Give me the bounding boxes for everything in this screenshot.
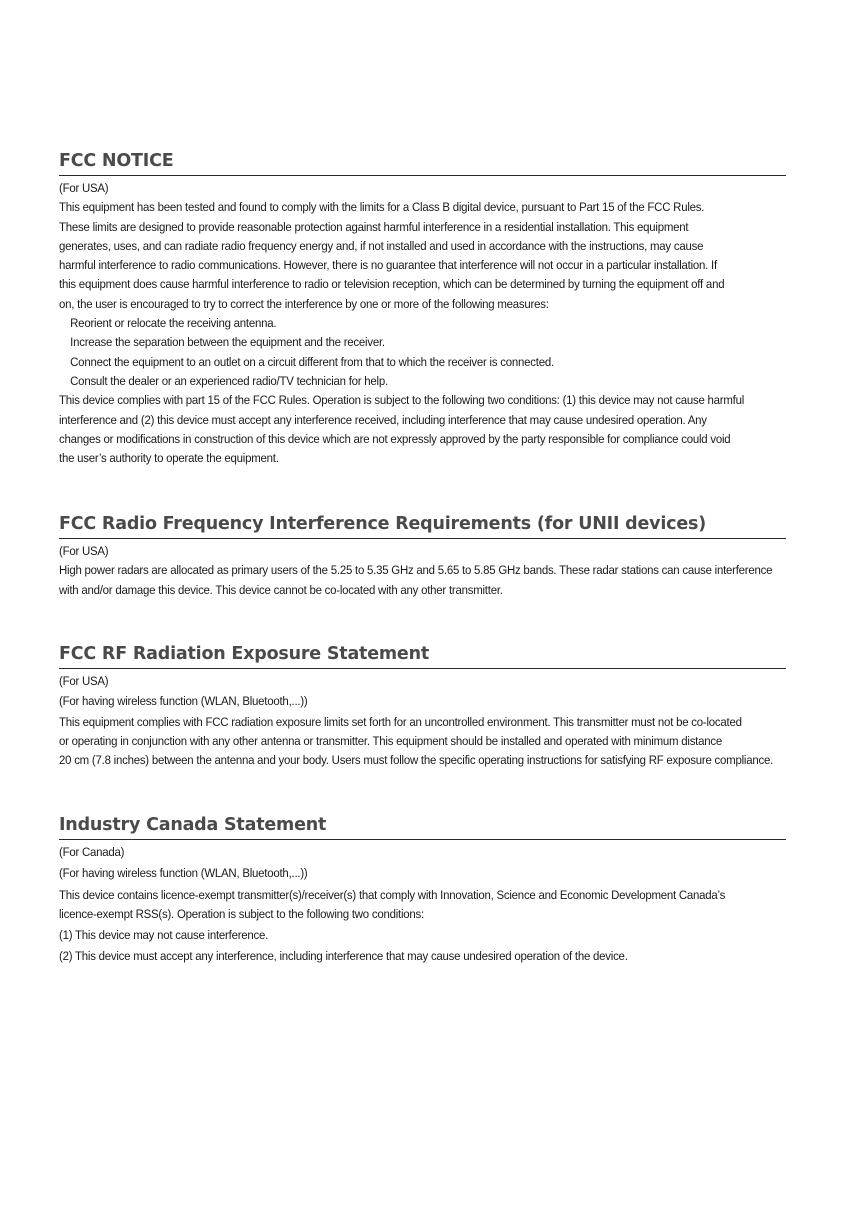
section-title: Industry Canada Statement (59, 815, 327, 835)
section-fcc-unii (59, 513, 786, 600)
divider (59, 538, 786, 539)
text-line: or operating in conjunction with any other antenna or transmitter. This equipment should be installed and operated with minimum distance (59, 733, 723, 748)
section-title: FCC RF Radiation Exposure Statement (59, 644, 430, 664)
text-line: the user’s authority to operate the equipment. (59, 451, 279, 466)
divider (59, 175, 786, 176)
divider (59, 839, 786, 840)
list-item: Increase the separation between the equipment and the receiver. (70, 335, 385, 350)
text-line: High power radars are allocated as primary users of the 5.25 to 5.35 GHz and 5.65 to 5.85 GHz bands. These radar stations can cause interference (59, 563, 773, 578)
section-body (59, 542, 786, 600)
text-line: (2) This device must accept any interference, including interference that may cause undesired operation of the device. (59, 949, 628, 964)
text-line: changes or modifications in construction of this device which are not expressly approved by the party responsible for compliance could void (59, 431, 731, 446)
text-line: This device contains licence-exempt transmitter(s)/receiver(s) that comply with Innovation, Science and Economic Development Canada’s (59, 887, 726, 902)
text-line: harmful interference to radio communications. However, there is no guarantee that interference will not occur in a particular installation. If (59, 258, 717, 273)
section-body (59, 179, 786, 468)
text-line: 20 cm (7.8 inches) between the antenna and your body. Users must follow the specific operating instructions for satisfying RF exposure compliance. (59, 753, 774, 768)
text-line: generates, uses, and can radiate radio frequency energy and, if not installed and used in accordance with the instructions, may cause (59, 238, 704, 253)
section-fcc-notice (59, 150, 786, 468)
text-line: interference and (2) this device must accept any interference received, including interference that may cause undesired operation. Any (59, 412, 707, 427)
text-line: This equipment complies with FCC radiation exposure limits set forth for an uncontrolled environment. This transmitter must not be co-located (59, 714, 742, 729)
text-line: (For USA) (59, 544, 109, 558)
text-line: (For USA) (59, 674, 109, 688)
section-title: FCC Radio Frequency Interference Requirements (for UNII devices) (59, 514, 707, 534)
text-line: on, the user is encouraged to try to correct the interference by one or more of the following measures: (59, 296, 549, 311)
text-line: These limits are designed to provide reasonable protection against harmful interference in a residential installation. This equipment (59, 219, 689, 234)
section-body (59, 843, 786, 967)
text-line: with and/or damage this device. This device cannot be co-located with any other transmitter. (59, 582, 503, 597)
text-line: This device complies with part 15 of the FCC Rules. Operation is subject to the following two conditions: (1) this device may not cause harmful (59, 393, 745, 408)
list-item: Connect the equipment to an outlet on a circuit different from that to which the receiver is connected. (70, 354, 554, 369)
section-title: FCC NOTICE (59, 151, 174, 171)
text-line: (For having wireless function (WLAN, Bluetooth,...)) (59, 694, 308, 709)
text-line: (For USA) (59, 181, 109, 195)
text-line: this equipment does cause harmful interference to radio or television reception, which can be determined by turning the equipment off and (59, 277, 725, 292)
text-line: This equipment has been tested and found to comply with the limits for a Class B digital device, pursuant to Part 15 of the FCC Rules. (59, 200, 705, 215)
text-line: licence-exempt RSS(s). Operation is subject to the following two conditions: (59, 906, 424, 921)
section-body (59, 672, 786, 770)
section-rf-exposure (59, 643, 786, 770)
text-line: (1) This device may not cause interference. (59, 928, 269, 943)
section-industry-canada (59, 814, 786, 967)
text-line: (For Canada) (59, 845, 125, 859)
list-item: Reorient or relocate the receiving antenna. (70, 316, 277, 331)
list-item: Consult the dealer or an experienced radio/TV technician for help. (70, 373, 388, 388)
text-line: (For having wireless function (WLAN, Bluetooth,...)) (59, 866, 308, 881)
divider (59, 668, 786, 669)
